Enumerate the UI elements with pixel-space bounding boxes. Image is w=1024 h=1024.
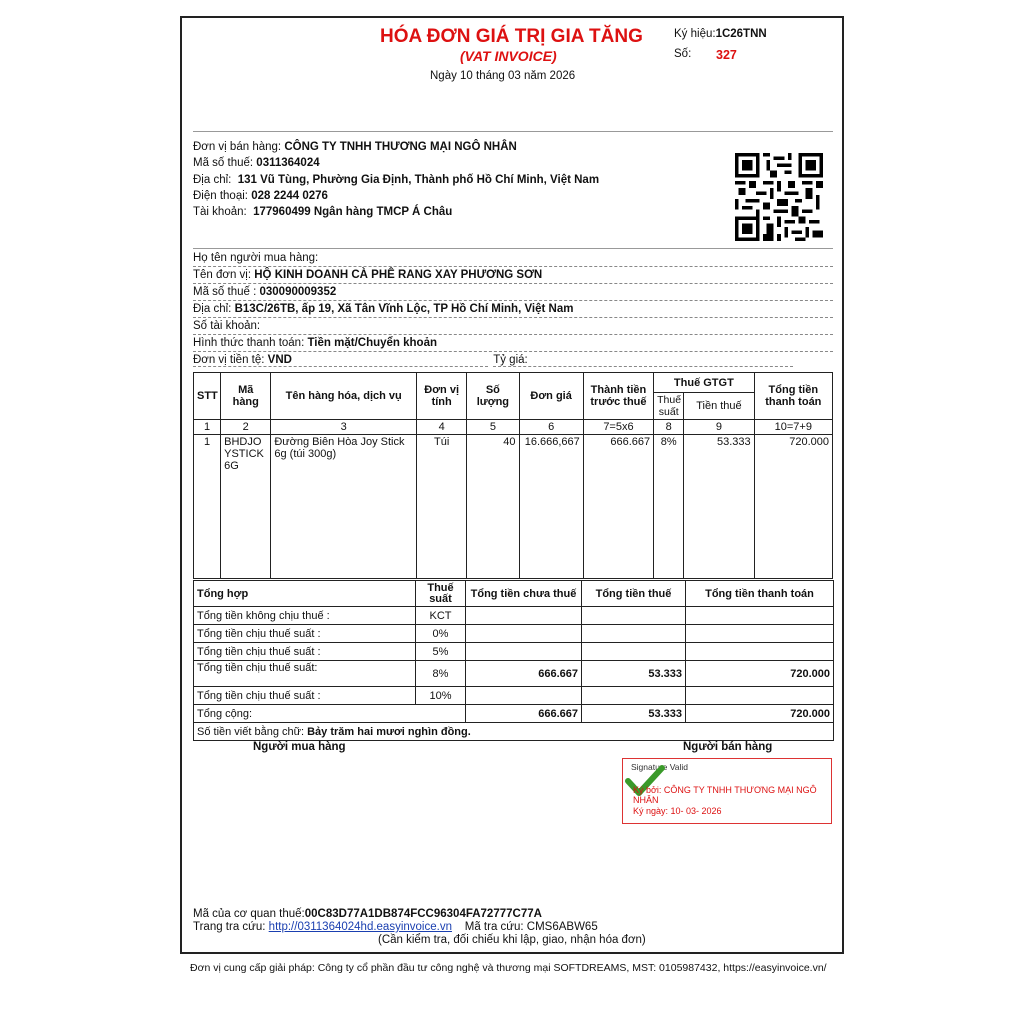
col-price: Đơn giá [519, 373, 583, 420]
buyer-person-row [193, 252, 833, 267]
buyer-signature-label: Người mua hàng [253, 741, 346, 753]
summary-total [686, 625, 834, 643]
divider [193, 248, 833, 249]
seller-tax: 0311364024 [256, 157, 320, 169]
summary-total [686, 643, 834, 661]
exchange-rate-field [493, 354, 793, 367]
col-qty: Số lượng [467, 373, 519, 420]
summary-label: Tổng tiền chịu thuế suất: [194, 661, 416, 687]
summary-label: Tổng tiền chịu thuế suất : [194, 687, 416, 705]
col-unit: Đơn vị tính [417, 373, 467, 420]
grand-total-label: Tổng cộng: [194, 705, 466, 723]
col-index: 3 [271, 420, 417, 435]
summary-header-rate: Thuế suất [416, 581, 466, 607]
currency-field [193, 354, 488, 367]
item-name: Đường Biên Hòa Joy Stick 6g (túi 300g) [271, 435, 417, 579]
col-index: 2 [221, 420, 271, 435]
col-index: 7=5x6 [583, 420, 653, 435]
buyer-account-label: Số tài khoản: [193, 320, 261, 332]
amount-in-words-row [194, 723, 834, 741]
buyer-tax-row [193, 286, 833, 301]
col-stt: STT [194, 373, 221, 420]
summary-tax [582, 687, 686, 705]
grand-total-tax: 53.333 [582, 705, 686, 723]
col-index: 6 [519, 420, 583, 435]
amount-in-words-label: Số tiền viết bằng chữ: [197, 725, 305, 738]
column-index-row [194, 420, 833, 435]
item-unit: Túi [417, 435, 467, 579]
lookup-site-label: Trang tra cứu: [193, 921, 266, 933]
currency-row [193, 354, 833, 368]
seller-phone: 028 2244 0276 [251, 190, 328, 202]
lookup-code: CMS6ABW65 [526, 921, 598, 933]
payment-method-label: Hình thức thanh toán: [193, 337, 305, 349]
buyer-person-label: Họ tên người mua hàng: [193, 252, 319, 264]
table-row [194, 435, 833, 579]
col-index: 5 [467, 420, 519, 435]
grand-total-row [194, 705, 834, 723]
summary-row [194, 643, 834, 661]
summary-tax [582, 607, 686, 625]
payment-method-row [193, 337, 833, 352]
item-qty: 40 [467, 435, 519, 579]
invoice-number-label: Số: [674, 48, 692, 60]
lookup-site-link[interactable]: http://0311364024hd.easyinvoice.vn [268, 921, 452, 933]
summary-table [193, 580, 834, 741]
summary-rate: 10% [416, 687, 466, 705]
item-pretax: 666.667 [583, 435, 653, 579]
buyer-address: B13C/26TB, ấp 19, Xã Tân Vĩnh Lộc, TP Hồ Chí Minh, Việt Nam [234, 303, 574, 315]
item-stt: 1 [194, 435, 221, 579]
invoice-subtitle: (VAT INVOICE) [460, 48, 557, 64]
symbol-row [674, 28, 767, 40]
items-table [193, 372, 833, 579]
divider [193, 131, 833, 132]
summary-header-pretax: Tổng tiền chưa thuế [466, 581, 582, 607]
lookup-site-row [193, 921, 598, 933]
summary-row [194, 687, 834, 705]
buyer-unit-label: Tên đơn vị: [193, 269, 252, 281]
col-vat-rate: Thuế suất [654, 393, 684, 420]
lookup-code-label: Mã tra cứu: [464, 921, 524, 933]
summary-label: Tổng tiền chịu thuế suất : [194, 643, 416, 661]
seller-address-label: Địa chỉ: [193, 174, 232, 186]
seller-name: CÔNG TY TNHH THƯƠNG MẠI NGÔ NHÂN [284, 141, 517, 153]
summary-pretax [466, 643, 582, 661]
summary-header-tax: Tổng tiền thuế [582, 581, 686, 607]
item-total: 720.000 [754, 435, 832, 579]
col-index: 4 [417, 420, 467, 435]
summary-row [194, 607, 834, 625]
buyer-address-row [193, 303, 833, 318]
summary-tax [582, 643, 686, 661]
item-price: 16.666,667 [519, 435, 583, 579]
buyer-tax-label: Mã số thuế : [193, 286, 257, 298]
buyer-address-label: Địa chỉ: [193, 303, 232, 315]
qr-code-icon [735, 153, 823, 241]
lookup-note: (Cần kiểm tra, đối chiếu khi lập, giao, nhận hóa đơn) [378, 934, 646, 946]
col-pretax: Thành tiền trước thuế [583, 373, 653, 420]
seller-signature-label: Người bán hàng [683, 741, 773, 753]
invoice-title: HÓA ĐƠN GIÁ TRỊ GIA TĂNG [380, 26, 643, 47]
col-vat-amount: Tiền thuế [684, 393, 754, 420]
buyer-account-row [193, 320, 833, 335]
col-name: Tên hàng hóa, dịch vụ [271, 373, 417, 420]
currency-value: VND [267, 354, 292, 366]
col-total: Tổng tiền thanh toán [754, 373, 832, 420]
summary-row [194, 661, 834, 687]
summary-pretax [466, 625, 582, 643]
col-index: 8 [654, 420, 684, 435]
seller-name-label: Đơn vị bán hàng: [193, 141, 282, 153]
signed-date-text: Ký ngày: 10- 03- 2026 [633, 806, 722, 816]
col-code: Mã hàng [221, 373, 271, 420]
exchange-rate-label: Tỷ giá: [493, 354, 528, 366]
grand-total-pretax: 666.667 [466, 705, 582, 723]
col-index: 1 [194, 420, 221, 435]
summary-pretax [466, 607, 582, 625]
col-index: 9 [684, 420, 754, 435]
summary-rate: 0% [416, 625, 466, 643]
provider-footer: Đơn vị cung cấp giải pháp: Công ty cổ phần đầu tư công nghệ và thương mại SOFTDREAMS, MST: 0105987432, https://easyinvoice.vn/ [190, 962, 827, 974]
currency-label: Đơn vị tiền tệ: [193, 354, 265, 366]
summary-total [686, 687, 834, 705]
summary-rate: KCT [416, 607, 466, 625]
grand-total-amount: 720.000 [686, 705, 834, 723]
symbol-label: Ký hiệu: [674, 28, 716, 40]
summary-pretax: 666.667 [466, 661, 582, 687]
item-vat-rate: 8% [654, 435, 684, 579]
summary-row [194, 625, 834, 643]
amount-in-words: Bảy trăm hai mươi nghìn đồng. [307, 725, 471, 738]
col-vat-group: Thuế GTGT [654, 373, 754, 393]
item-vat-amount: 53.333 [684, 435, 754, 579]
buyer-unit-row [193, 269, 833, 284]
seller-address: 131 Vũ Tùng, Phường Gia Định, Thành phố Hồ Chí Minh, Việt Nam [237, 174, 600, 186]
summary-rate: 5% [416, 643, 466, 661]
tax-authority-code-label: Mã của cơ quan thuế: [193, 908, 305, 920]
summary-header-label: Tổng hợp [194, 581, 416, 607]
seller-account: 177960499 Ngân hàng TMCP Á Châu [253, 206, 453, 218]
item-code: BHDJOYSTICK6G [221, 435, 271, 579]
seller-phone-label: Điện thoại: [193, 190, 248, 202]
signed-by-text: Ký bởi: CÔNG TY TNHH THƯƠNG MẠI NGÔ NHÂN [633, 785, 817, 805]
symbol-value: 1C26TNN [715, 28, 767, 40]
tax-authority-code: 00C83D77A1DB874FCC96304FA72777C77A [304, 908, 542, 920]
col-index: 10=7+9 [754, 420, 832, 435]
summary-total: 720.000 [686, 661, 834, 687]
summary-tax: 53.333 [582, 661, 686, 687]
summary-tax [582, 625, 686, 643]
summary-label: Tổng tiền không chịu thuế : [194, 607, 416, 625]
summary-pretax [466, 687, 582, 705]
summary-label: Tổng tiền chịu thuế suất : [194, 625, 416, 643]
tax-authority-code-row [193, 908, 542, 920]
signature-valid-text: Signature Valid [631, 762, 689, 772]
invoice-date: Ngày 10 tháng 03 năm 2026 [430, 70, 576, 82]
seller-tax-label: Mã số thuế: [193, 157, 254, 169]
buyer-unit: HỘ KINH DOANH CÀ PHÊ RANG XAY PHƯƠNG SƠN [254, 269, 543, 281]
summary-header-total: Tổng tiền thanh toán [686, 581, 834, 607]
buyer-tax: 030090009352 [259, 286, 337, 298]
summary-total [686, 607, 834, 625]
summary-rate: 8% [416, 661, 466, 687]
seller-account-label: Tài khoản: [193, 206, 247, 218]
invoice-number: 327 [716, 48, 737, 62]
digital-signature-stamp [622, 758, 832, 824]
payment-method: Tiền mặt/Chuyển khoản [307, 337, 437, 349]
